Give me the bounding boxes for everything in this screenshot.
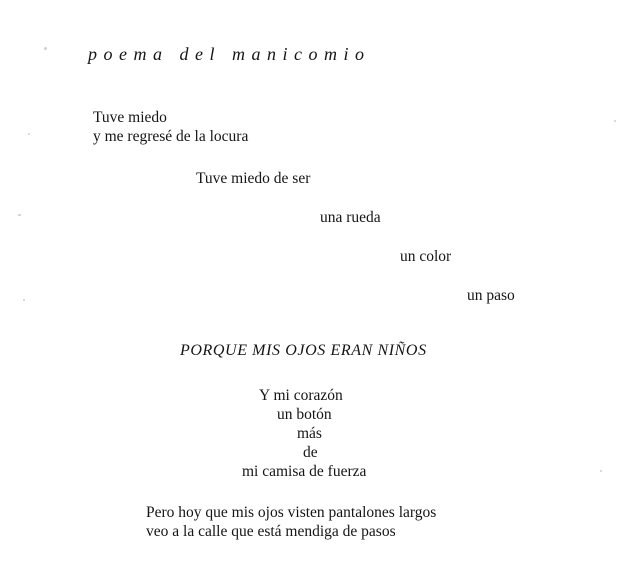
poem-line: Pero hoy que mis ojos visten pantalones largos [146, 504, 437, 521]
poem-line: Tuve miedo [93, 109, 167, 126]
poem-line: Y mi corazón [259, 387, 343, 404]
scan-speckle [614, 120, 616, 122]
poem-line: de [303, 444, 318, 461]
poem-line: un color [400, 248, 452, 265]
poem-line: un paso [467, 287, 515, 304]
poem-line: veo a la calle que está mendiga de pasos [146, 523, 396, 540]
poem-line: PORQUE MIS OJOS ERAN NIÑOS [180, 342, 427, 359]
scan-speckle [600, 470, 602, 472]
poem-line: y me regresé de la locura [93, 128, 249, 145]
scan-speckle [44, 47, 47, 50]
scan-speckle [23, 299, 25, 301]
poem-line: un botón [277, 406, 332, 423]
poem-line: más [297, 425, 322, 442]
poem-line: mi camisa de fuerza [242, 463, 367, 480]
poem-line: una rueda [320, 209, 381, 226]
scan-speckle [28, 133, 30, 135]
poem-title: poema del manicomio [88, 44, 371, 64]
scan-speckle [18, 214, 21, 216]
poem-line: Tuve miedo de ser [196, 170, 311, 187]
